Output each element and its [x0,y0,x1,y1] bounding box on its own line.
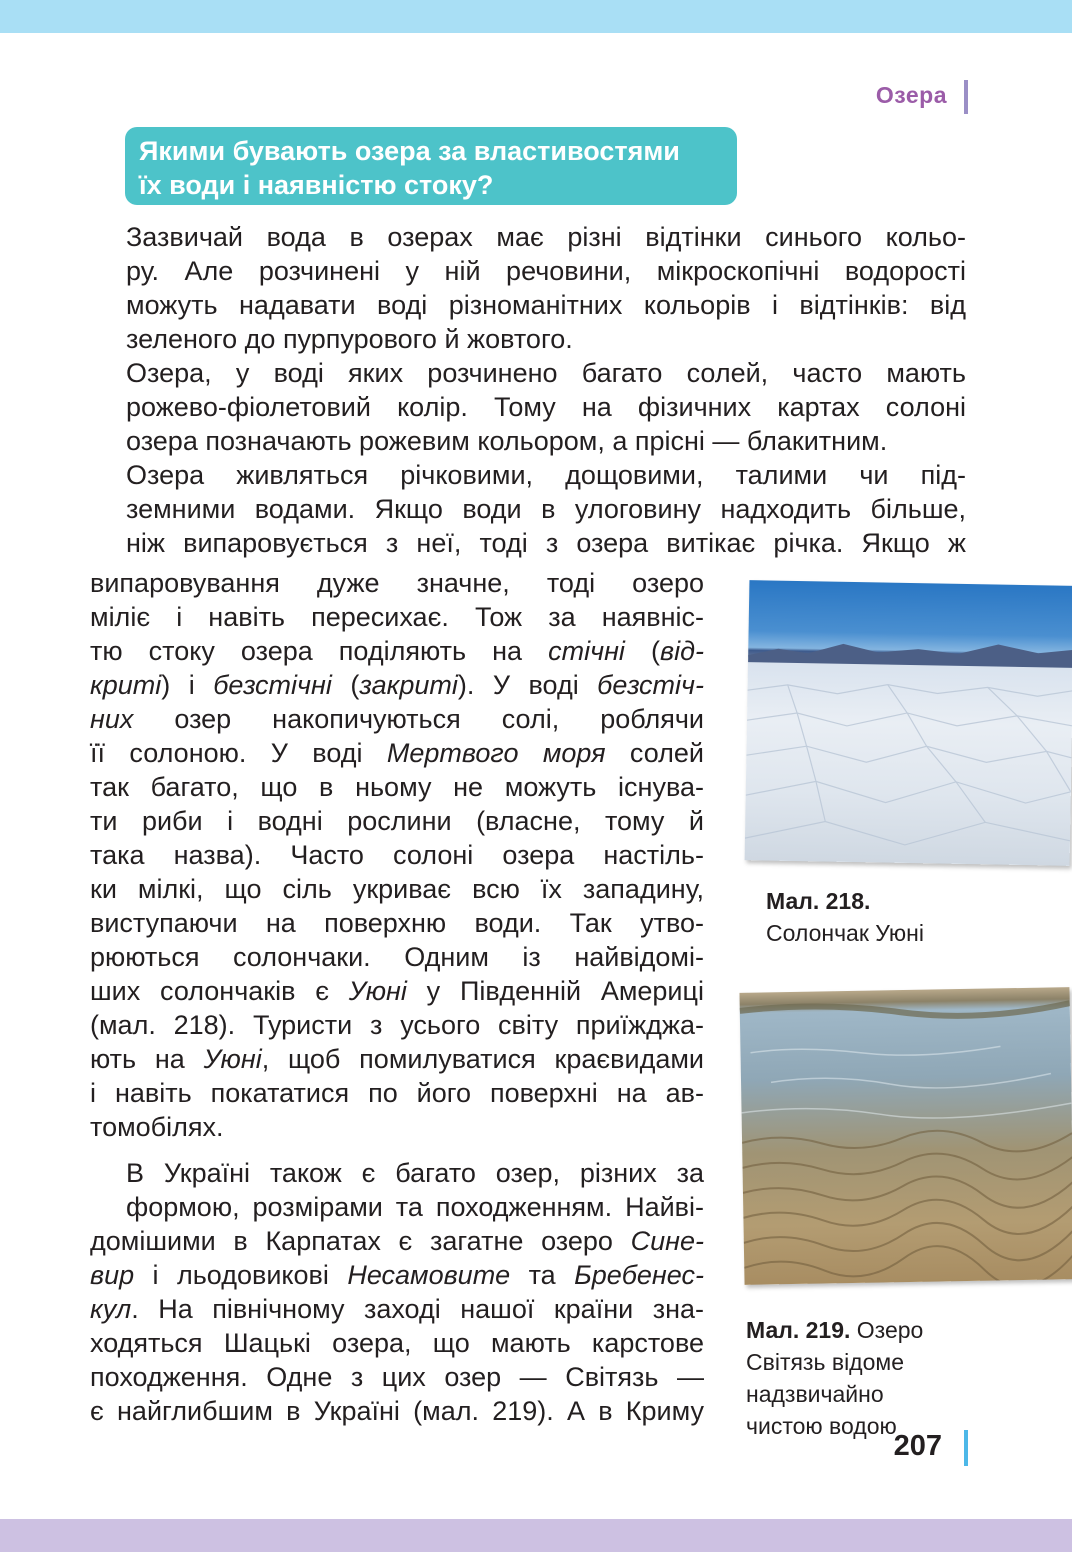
text-line: ють на Уюні, щоб помилуватися краєвидами [90,1044,704,1074]
salt-flat-illustration [745,580,1072,866]
section-heading-line-1: Якими бувають озера за властивостями [139,136,680,166]
figure-caption-text: Озеро [850,1317,924,1343]
lake-water-illustration [739,987,1072,1285]
section-heading [125,127,737,205]
figure-caption-text: Солончак Уюні [766,920,924,946]
paragraph-1 [90,220,966,356]
text-line: земними водами. Якщо води в улоговину надходить більше, [126,494,966,524]
text-line: криті) і безстічні (закриті). У воді безстіч- [90,670,704,700]
text-line: озера позначають рожевим кольором, а прісні — блакитним. [126,426,888,456]
figure-label: Мал. 218. [766,888,871,914]
figure-218-caption [766,885,1006,949]
text-line: них озер накопичуються солі, роблячи [90,704,704,734]
figure-caption-text: надзвичайно [746,1381,884,1407]
text-line: тю стоку озера поділяють на стічні (від- [90,636,704,666]
text-line: можуть надавати воді різноманітних кольорів і відтінків: від [126,290,966,320]
text-line: міліє і навіть пересихає. Тож за наявніс- [90,602,704,632]
text-line: рюються солончаки. Одним із найвідомі- [90,942,704,972]
text-line: випаровування дуже значне, тоді озеро [90,568,704,598]
top-color-band [0,0,1072,33]
text-line: ру. Але розчинені у ній речовини, мікроскопічні водорості [126,256,966,286]
text-line: Озера живляться річковими, дощовими, талими чи під- [126,460,966,490]
text-line: виступаючи на поверхню води. Так утво- [90,908,704,938]
text-line: кул. На північному заході нашої країни зна- [90,1294,704,1324]
figure-label: Мал. 219. [746,1317,851,1343]
text-line: така назва). Часто солоні озера настіль- [90,840,704,870]
body-text-narrow-column-2 [90,1156,704,1428]
running-title: Озера [875,82,947,108]
text-line: Озера, у воді яких розчинено багато солей, часто мають [126,358,966,388]
bottom-color-band [0,1519,1072,1552]
paragraph-3-start [90,458,966,560]
text-line: В Україні також є багато озер, різних за [126,1158,704,1188]
figure-caption-text: чистою водою [746,1413,897,1439]
text-line: томобілях. [90,1112,224,1142]
text-line: ніж випаровується з неї, тоді з озера витікає річка. Якщо ж [126,528,966,558]
paragraph-4 [90,1156,704,1428]
figure-219-caption [746,1314,986,1442]
text-line: вир і льодовикові Несамовите та Бребенес- [90,1260,704,1290]
text-line: домішими в Карпатах є загатне озеро Сине- [90,1226,704,1256]
text-line: формою, розмірами та походженням. Найві- [126,1192,704,1222]
text-line: походження. Одне з цих озер — Світязь — [90,1362,704,1392]
page-number-bar [964,1430,968,1466]
text-line: (мал. 218). Туристи з усього світу приїжджа- [90,1010,704,1040]
section-heading-line-2: їх води і наявністю стоку? [139,170,494,200]
figure-caption-text: Світязь відоме [746,1349,904,1375]
paragraph-2 [90,356,966,458]
paragraph-3-continued [90,566,704,1144]
text-line: і навіть покататися по його поверхні на ав- [90,1078,704,1108]
text-line: так багато, що в ньому не можуть існува- [90,772,704,802]
text-line: зеленого до пурпурового й жовтого. [126,324,573,354]
salt-flat-photo [745,580,1072,866]
body-text-full-width [90,220,966,560]
text-line: є найглибшим в Україні (мал. 219). А в Криму [90,1396,704,1426]
text-line: Зазвичай вода в озерах має різні відтінки синього кольо- [126,222,966,252]
page-number: 207 [893,1430,942,1462]
text-line: ходяться Шацькі озера, що мають карстове [90,1328,704,1358]
text-line: ки мілкі, що сіль укриває всю їх западину, [90,874,704,904]
text-line: її солоною. У воді Мертвого моря солей [90,738,704,768]
text-line: ших солончаків є Уюні у Південній Америці [90,976,704,1006]
svityaz-lake-photo [739,987,1072,1285]
text-line: ти риби і водні рослини (власне, тому й [90,806,704,836]
running-title-bar [964,80,968,114]
body-text-narrow-column [90,566,704,1144]
text-line: рожево-фіолетовий колір. Тому на фізичних картах солоні [126,392,966,422]
